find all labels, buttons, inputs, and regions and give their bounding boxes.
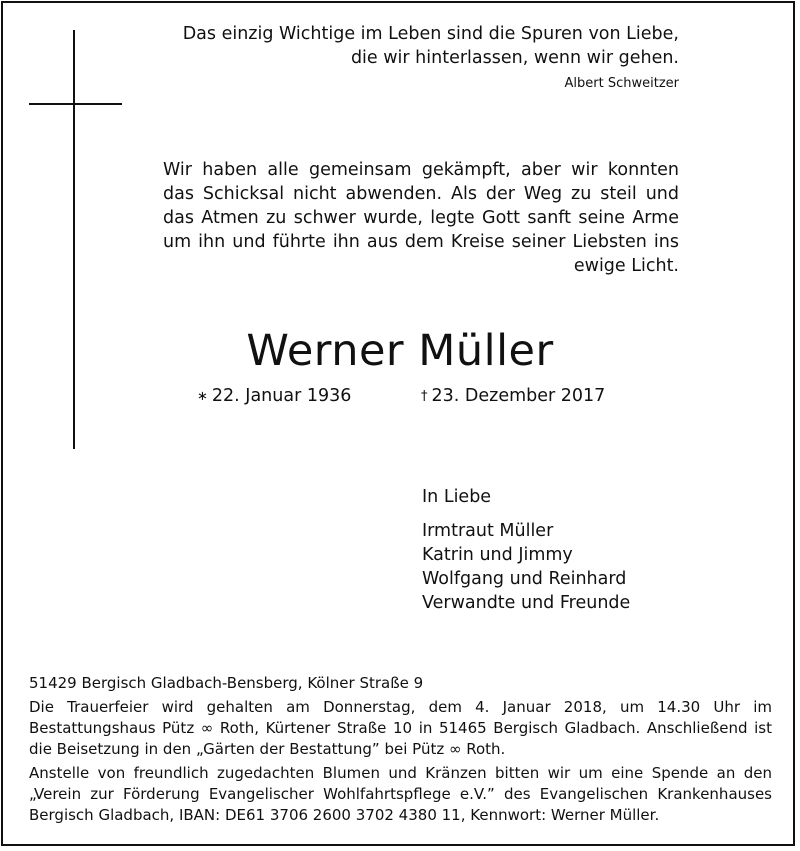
birth-date bbox=[197, 384, 351, 410]
cross-vertical-bar bbox=[73, 30, 75, 449]
mourner-name: Irmtraut Müller bbox=[422, 521, 554, 541]
cross-horizontal-bar bbox=[29, 103, 122, 105]
birth-date-text: 22. Januar 1936 bbox=[211, 386, 352, 406]
death-date bbox=[421, 384, 605, 410]
birth-star-icon: ∗ bbox=[197, 389, 208, 404]
quote-block bbox=[183, 22, 679, 93]
quote-line-1: Das einzig Wichtige im Leben sind die Spuren von Liebe, bbox=[182, 24, 679, 44]
donation-info: Anstelle von freundlich zugedachten Blumen und Kränzen bitten wir um eine Spende an den „Verein zur Förderung Evangelischer Wohlfahrtspflege e.V.” des Evangelischen Krankenhauses Bergisch Gladbach, IBAN: DE61 3706 2600 3702 4380 11, Kennwort: Werner Müller. bbox=[29, 764, 772, 824]
deceased-name: Werner Müller bbox=[246, 326, 554, 376]
family-address: 51429 Bergisch Gladbach-Bensberg, Kölner Straße 9 bbox=[29, 674, 424, 692]
quote-author: Albert Schweitzer bbox=[564, 76, 679, 91]
death-cross-icon: † bbox=[421, 389, 428, 404]
intro-text: Wir haben alle gemeinsam gekämpft, aber wir konnten das Schicksal nicht abwenden. Als der Weg zu steil und das Atmen zu schwer wurde, legte Gott sanft seine Arme um ihn und führte ihn aus dem Kreise seiner Liebsten ins ewige Licht. bbox=[163, 160, 679, 276]
quote-line-2: die wir hinterlassen, wenn wir gehen. bbox=[350, 48, 679, 68]
mourner-name: Wolfgang und Reinhard bbox=[422, 569, 627, 589]
ceremony-info: Die Trauerfeier wird gehalten am Donnerstag, dem 4. Januar 2018, um 14.30 Uhr im Bestattungshaus Pütz ∞ Roth, Kürtener Straße 10 in 51465 Bergisch Gladbach. Anschließend ist die Beisetzung in den „Gärten der Bestattung” bei Pütz ∞ Roth. bbox=[29, 698, 772, 758]
death-date-text: 23. Dezember 2017 bbox=[431, 386, 606, 406]
mourners-list bbox=[422, 519, 630, 615]
mourner-name: Katrin und Jimmy bbox=[422, 545, 573, 565]
mourners-heading: In Liebe bbox=[422, 487, 492, 507]
footer-info bbox=[29, 673, 772, 829]
mourner-name: Verwandte und Freunde bbox=[422, 593, 631, 613]
